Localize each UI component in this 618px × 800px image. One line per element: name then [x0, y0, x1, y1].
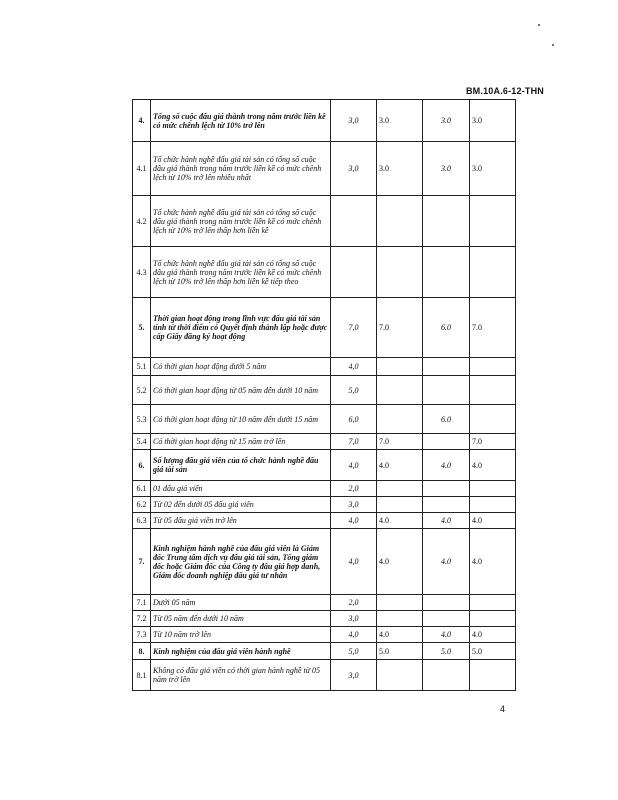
score-cell-3: [470, 358, 516, 376]
score-cell-3: 4.0: [470, 513, 516, 529]
table-row: [133, 100, 516, 142]
score-cell-2: [423, 196, 470, 247]
score-cell-2: 4.0: [423, 627, 470, 643]
score-cell-2: 4.0: [423, 513, 470, 529]
evaluation-table: [132, 99, 516, 691]
table-row: [133, 611, 516, 627]
row-number: 7.3: [133, 627, 151, 643]
score-cell-1: 3.0: [377, 142, 423, 196]
score-cell-2: [423, 247, 470, 298]
criterion-cell: Từ 10 năm trở lên: [151, 627, 331, 643]
score-cell-3: [470, 405, 516, 434]
row-number: 4.1: [133, 142, 151, 196]
table-row: [133, 196, 516, 247]
form-code: BM.10A.6-12-THN: [465, 86, 544, 96]
criterion-cell: Kinh nghiệm hành nghề của đấu giá viên là Giám đốc Trung tâm dịch vụ đấu giá tài sản, Tổng giám đốc hoặc Giám đốc của Công ty đấu giá hợp danh, Giám đốc doanh nghiệp đấu giá tư nhân: [151, 529, 331, 595]
score-cell-2: 4.0: [423, 450, 470, 481]
max-score-cell: 4,0: [331, 627, 377, 643]
max-score-cell: 3,0: [331, 611, 377, 627]
score-cell-2: 6.0: [423, 405, 470, 434]
score-cell-1: 5.0: [377, 643, 423, 660]
score-cell-3: [470, 497, 516, 513]
score-cell-1: [377, 481, 423, 497]
score-cell-1: [377, 358, 423, 376]
score-cell-1: 4.0: [377, 627, 423, 643]
score-cell-1: 4.0: [377, 450, 423, 481]
criterion-cell: Tổ chức hành nghề đấu giá tài sản có tổng số cuộc đấu giá thành trong năm trước liền kề có mức chênh lệch từ 10% trở lên thấp hơn liền kề tiếp theo: [151, 247, 331, 298]
row-number: 7.: [133, 529, 151, 595]
score-cell-1: [377, 196, 423, 247]
row-number: 5.1: [133, 358, 151, 376]
table-row: [133, 434, 516, 450]
score-cell-3: 3.0: [470, 100, 516, 142]
score-cell-3: 4.0: [470, 529, 516, 595]
score-cell-3: [470, 376, 516, 405]
score-cell-3: 7.0: [470, 298, 516, 358]
score-cell-2: [423, 660, 470, 691]
score-cell-3: 4.0: [470, 450, 516, 481]
max-score-cell: 7,0: [331, 298, 377, 358]
row-number: 5.2: [133, 376, 151, 405]
score-cell-3: [470, 196, 516, 247]
score-cell-2: 5.0: [423, 643, 470, 660]
score-cell-1: 7.0: [377, 434, 423, 450]
max-score-cell: 5,0: [331, 376, 377, 405]
max-score-cell: 3,0: [331, 660, 377, 691]
table-row: [133, 595, 516, 611]
table-row: [133, 247, 516, 298]
score-cell-3: [470, 247, 516, 298]
score-cell-1: 4.0: [377, 529, 423, 595]
table-row: [133, 405, 516, 434]
criterion-cell: Có thời gian hoạt động từ 10 năm đến dưới 15 năm: [151, 405, 331, 434]
max-score-cell: 3,0: [331, 100, 377, 142]
max-score-cell: 2,0: [331, 481, 377, 497]
table-row: [133, 643, 516, 660]
criterion-cell: 01 đấu giá viên: [151, 481, 331, 497]
score-cell-2: [423, 358, 470, 376]
max-score-cell: 2,0: [331, 595, 377, 611]
max-score-cell: 7,0: [331, 434, 377, 450]
table-row: [133, 529, 516, 595]
score-cell-2: [423, 497, 470, 513]
criterion-cell: Có thời gian hoạt động từ 15 năm trở lên: [151, 434, 331, 450]
score-cell-1: [377, 595, 423, 611]
criterion-cell: Có thời gian hoạt động từ 05 năm đến dưới 10 năm: [151, 376, 331, 405]
score-cell-1: [377, 405, 423, 434]
scan-speck: [538, 24, 540, 26]
max-score-cell: 4,0: [331, 529, 377, 595]
table-row: [133, 627, 516, 643]
row-number: 5.3: [133, 405, 151, 434]
row-number: 4.: [133, 100, 151, 142]
score-cell-1: 4.0: [377, 513, 423, 529]
criterion-cell: Kinh nghiệm của đấu giá viên hành nghề: [151, 643, 331, 660]
table-row: [133, 481, 516, 497]
criterion-cell: Dưới 05 năm: [151, 595, 331, 611]
criterion-cell: Không có đấu giá viên có thời gian hành nghề từ 05 năm trở lên: [151, 660, 331, 691]
table-row: [133, 376, 516, 405]
score-cell-3: [470, 611, 516, 627]
max-score-cell: 3,0: [331, 142, 377, 196]
score-cell-2: [423, 434, 470, 450]
row-number: 5.4: [133, 434, 151, 450]
max-score-cell: 4,0: [331, 450, 377, 481]
criterion-cell: Số lượng đấu giá viên của tổ chức hành nghề đấu giá tài sản: [151, 450, 331, 481]
criterion-cell: Tổ chức hành nghề đấu giá tài sản có tổng số cuộc đấu giá thành trong năm trước liền kề có mức chênh lệch từ 10% trở lên thấp hơn liền kề: [151, 196, 331, 247]
score-cell-1: 7.0: [377, 298, 423, 358]
page-number: 4: [500, 704, 506, 714]
max-score-cell: 4,0: [331, 358, 377, 376]
score-cell-2: [423, 481, 470, 497]
score-cell-3: 3.0: [470, 142, 516, 196]
score-cell-3: 5.0: [470, 643, 516, 660]
row-number: 5.: [133, 298, 151, 358]
score-cell-2: 4.0: [423, 529, 470, 595]
score-cell-1: [377, 376, 423, 405]
score-cell-1: [377, 660, 423, 691]
max-score-cell: 4,0: [331, 513, 377, 529]
score-cell-2: 3.0: [423, 100, 470, 142]
score-cell-3: [470, 481, 516, 497]
score-cell-2: [423, 611, 470, 627]
row-number: 6.1: [133, 481, 151, 497]
score-cell-2: 3.0: [423, 142, 470, 196]
criterion-cell: Tổ chức hành nghề đấu giá tài sản có tổng số cuộc đấu giá thành trong năm trước liền kề có mức chênh lệch từ 10% trở lên nhiều nhất: [151, 142, 331, 196]
score-cell-3: 4.0: [470, 627, 516, 643]
row-number: 7.2: [133, 611, 151, 627]
max-score-cell: 3,0: [331, 497, 377, 513]
criterion-cell: Từ 05 năm đến dưới 10 năm: [151, 611, 331, 627]
row-number: 8.1: [133, 660, 151, 691]
max-score-cell: [331, 247, 377, 298]
max-score-cell: [331, 196, 377, 247]
score-cell-1: [377, 611, 423, 627]
criterion-cell: Thời gian hoạt động trong lĩnh vực đấu giá tài sản tính từ thời điểm có Quyết định thành lập hoặc được cấp Giấy đăng ký hoạt động: [151, 298, 331, 358]
score-cell-1: [377, 247, 423, 298]
row-number: 6.2: [133, 497, 151, 513]
score-cell-3: 7.0: [470, 434, 516, 450]
max-score-cell: 6,0: [331, 405, 377, 434]
criterion-cell: Có thời gian hoạt động dưới 5 năm: [151, 358, 331, 376]
table-row: [133, 660, 516, 691]
row-number: 8.: [133, 643, 151, 660]
score-cell-3: [470, 660, 516, 691]
table-row: [133, 450, 516, 481]
row-number: 6.: [133, 450, 151, 481]
score-cell-1: [377, 497, 423, 513]
table-row: [133, 513, 516, 529]
table-row: [133, 358, 516, 376]
row-number: 7.1: [133, 595, 151, 611]
score-cell-1: 3.0: [377, 100, 423, 142]
criterion-cell: Từ 02 đến dưới 05 đấu giá viên: [151, 497, 331, 513]
table-row: [133, 142, 516, 196]
scan-speck: [552, 44, 554, 46]
row-number: 4.2: [133, 196, 151, 247]
criterion-cell: Từ 05 đấu giá viên trở lên: [151, 513, 331, 529]
table-row: [133, 298, 516, 358]
row-number: 4.3: [133, 247, 151, 298]
score-cell-2: [423, 376, 470, 405]
score-cell-2: 6.0: [423, 298, 470, 358]
row-number: 6.3: [133, 513, 151, 529]
max-score-cell: 5,0: [331, 643, 377, 660]
score-cell-3: [470, 595, 516, 611]
table-row: [133, 497, 516, 513]
criterion-cell: Tổng số cuộc đấu giá thành trong năm trước liền kề có mức chênh lệch từ 10% trở lên: [151, 100, 331, 142]
score-cell-2: [423, 595, 470, 611]
